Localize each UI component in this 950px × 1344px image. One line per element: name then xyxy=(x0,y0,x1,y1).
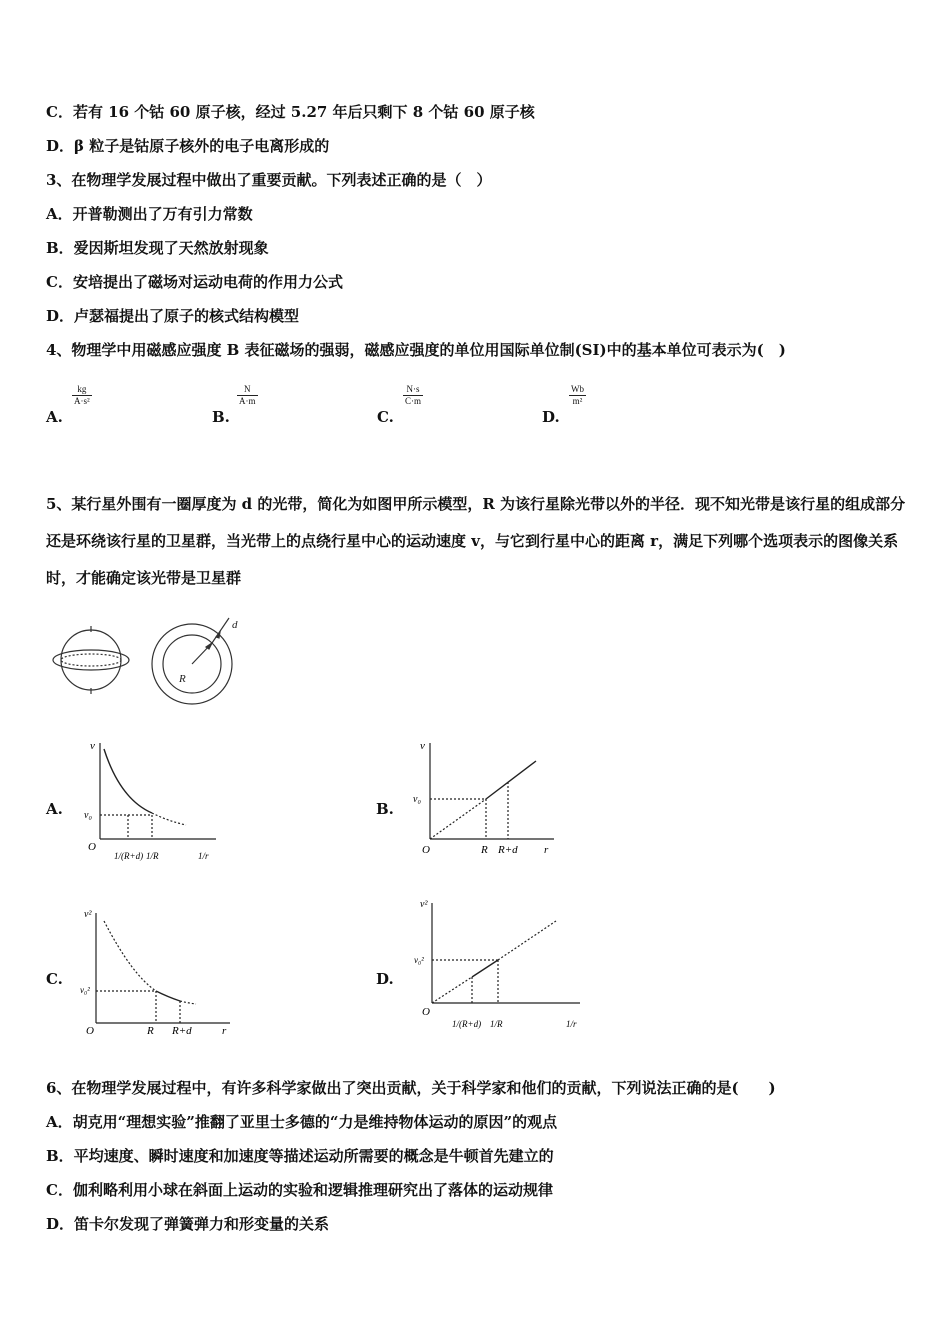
q5-option-a-label: A. xyxy=(46,800,63,818)
planet-top-view xyxy=(152,618,232,704)
q3-option-d: D．卢瑟福提出了原子的核式结构模型 xyxy=(46,307,300,325)
q2-option-d: D．β 粒子是钴原子核外的电子电离形成的 xyxy=(46,137,330,155)
graph-d-v0-label: v₀² xyxy=(414,955,424,965)
planet-side-view xyxy=(53,626,129,694)
q5-graph-c xyxy=(80,905,240,1037)
graph-a-tick-1: 1/(R+d) xyxy=(114,851,144,861)
q3-option-a: A．开普勒测出了万有引力常数 xyxy=(46,205,253,223)
graph-a-origin: O xyxy=(88,841,96,853)
q4-option-a-label: A. xyxy=(46,408,63,426)
graph-d-tick-1: 1/(R+d) xyxy=(452,1019,482,1029)
q3-option-c: C．安培提出了磁场对运动电荷的作用力公式 xyxy=(46,273,343,291)
q4-option-b-numerator: N xyxy=(237,384,258,396)
graph-a-y-label: v xyxy=(90,740,95,752)
q4-option-d-denominator: m² xyxy=(572,396,583,406)
q5-option-d-label: D. xyxy=(376,970,394,988)
q4-option-a-denominator: A·s² xyxy=(74,396,90,406)
q4-option-b-label: B. xyxy=(212,408,230,426)
q6-stem: 6、在物理学发展过程中，有许多科学家做出了突出贡献，关于科学家和他们的贡献，下列说法正确的是( ) xyxy=(46,1079,776,1097)
q4-option-c-numerator: N·s xyxy=(403,384,423,396)
q4-option-b-denominator: A·m xyxy=(239,396,256,406)
q5-planet-figure xyxy=(46,612,246,722)
graph-a-tick-2: 1/R xyxy=(146,851,159,861)
q3-stem: 3、在物理学发展过程中做出了重要贡献。下列表述正确的是（ ） xyxy=(46,171,492,189)
q6-option-c: C．伽利略利用小球在斜面上运动的实验和逻辑推理研究出了落体的运动规律 xyxy=(46,1181,553,1199)
graph-c-x-label: r xyxy=(222,1025,227,1037)
graph-c-origin: O xyxy=(86,1025,94,1037)
graph-a-v0-label: v₀ xyxy=(84,810,92,821)
q4-stem: 4、物理学中用磁感应强度 B 表征磁场的强弱，磁感应强度的单位用国际单位制(SI)中的基本单位可表示为( ) xyxy=(46,341,786,359)
q5-option-c-label: C. xyxy=(46,970,63,988)
q4-option-c-label: C. xyxy=(377,408,394,426)
q4-option-a-numerator: kg xyxy=(72,384,92,396)
q4-option-d-label: D. xyxy=(542,408,560,426)
q5-graph-b xyxy=(408,735,568,865)
graph-d-origin: O xyxy=(422,1006,430,1018)
q4-option-b-fraction xyxy=(237,384,258,407)
q2-option-c: C．若有 16 个钴 60 原子核，经过 5.27 年后只剩下 8 个钴 60 原子核 xyxy=(46,103,535,121)
graph-b-tick-2: R+d xyxy=(498,844,518,856)
q3-option-b: B．爱因斯坦发现了天然放射现象 xyxy=(46,239,269,257)
q6-option-d: D．笛卡尔发现了弹簧弹力和形变量的关系 xyxy=(46,1215,330,1233)
graph-c-y-label: v² xyxy=(84,909,92,920)
q5-stem: 5、某行星外围有一圈厚度为 d 的光带，简化为如图甲所示模型，R 为该行星除光带以外的半径．现不知光带是该行星的组成部分还是环绕该行星的卫星群，当光带上的点绕行星中心的运动速度 v，与它到行星中心的距离 r，满足下列哪个选项表示的图像关系时，才能确定该光带是卫星群 xyxy=(46,495,906,587)
graph-b-origin: O xyxy=(422,844,430,856)
thickness-label: d xyxy=(232,619,238,631)
graph-d-x-label: 1/r xyxy=(566,1019,577,1029)
graph-c-tick-1: R xyxy=(147,1025,154,1037)
q4-option-c-fraction xyxy=(403,384,423,407)
graph-b-tick-1: R xyxy=(481,844,488,856)
q5-graph-a xyxy=(82,735,222,865)
q6-option-b: B．平均速度、瞬时速度和加速度等描述运动所需要的概念是牛顿首先建立的 xyxy=(46,1147,554,1165)
graph-a-x-label: 1/r xyxy=(198,851,209,861)
q4-option-d-fraction xyxy=(569,384,586,407)
q4-option-a-fraction xyxy=(72,384,92,407)
radius-label: R xyxy=(179,673,186,685)
graph-b-x-label: r xyxy=(544,844,549,856)
graph-b-v0-label: v₀ xyxy=(413,794,421,805)
q5-graph-d xyxy=(410,895,590,1035)
graph-d-tick-2: 1/R xyxy=(490,1019,503,1029)
graph-c-v0-label: v₀² xyxy=(80,985,90,995)
graph-b-y-label: v xyxy=(420,740,425,752)
q6-option-a: A．胡克用“理想实验”推翻了亚里士多德的“力是维持物体运动的原因”的观点 xyxy=(46,1113,558,1131)
q4-option-c-denominator: C·m xyxy=(405,396,422,406)
graph-d-y-label: v² xyxy=(420,899,428,910)
q5-option-b-label: B. xyxy=(376,800,394,818)
graph-c-tick-2: R+d xyxy=(172,1025,192,1037)
q4-option-d-numerator: Wb xyxy=(571,384,584,394)
